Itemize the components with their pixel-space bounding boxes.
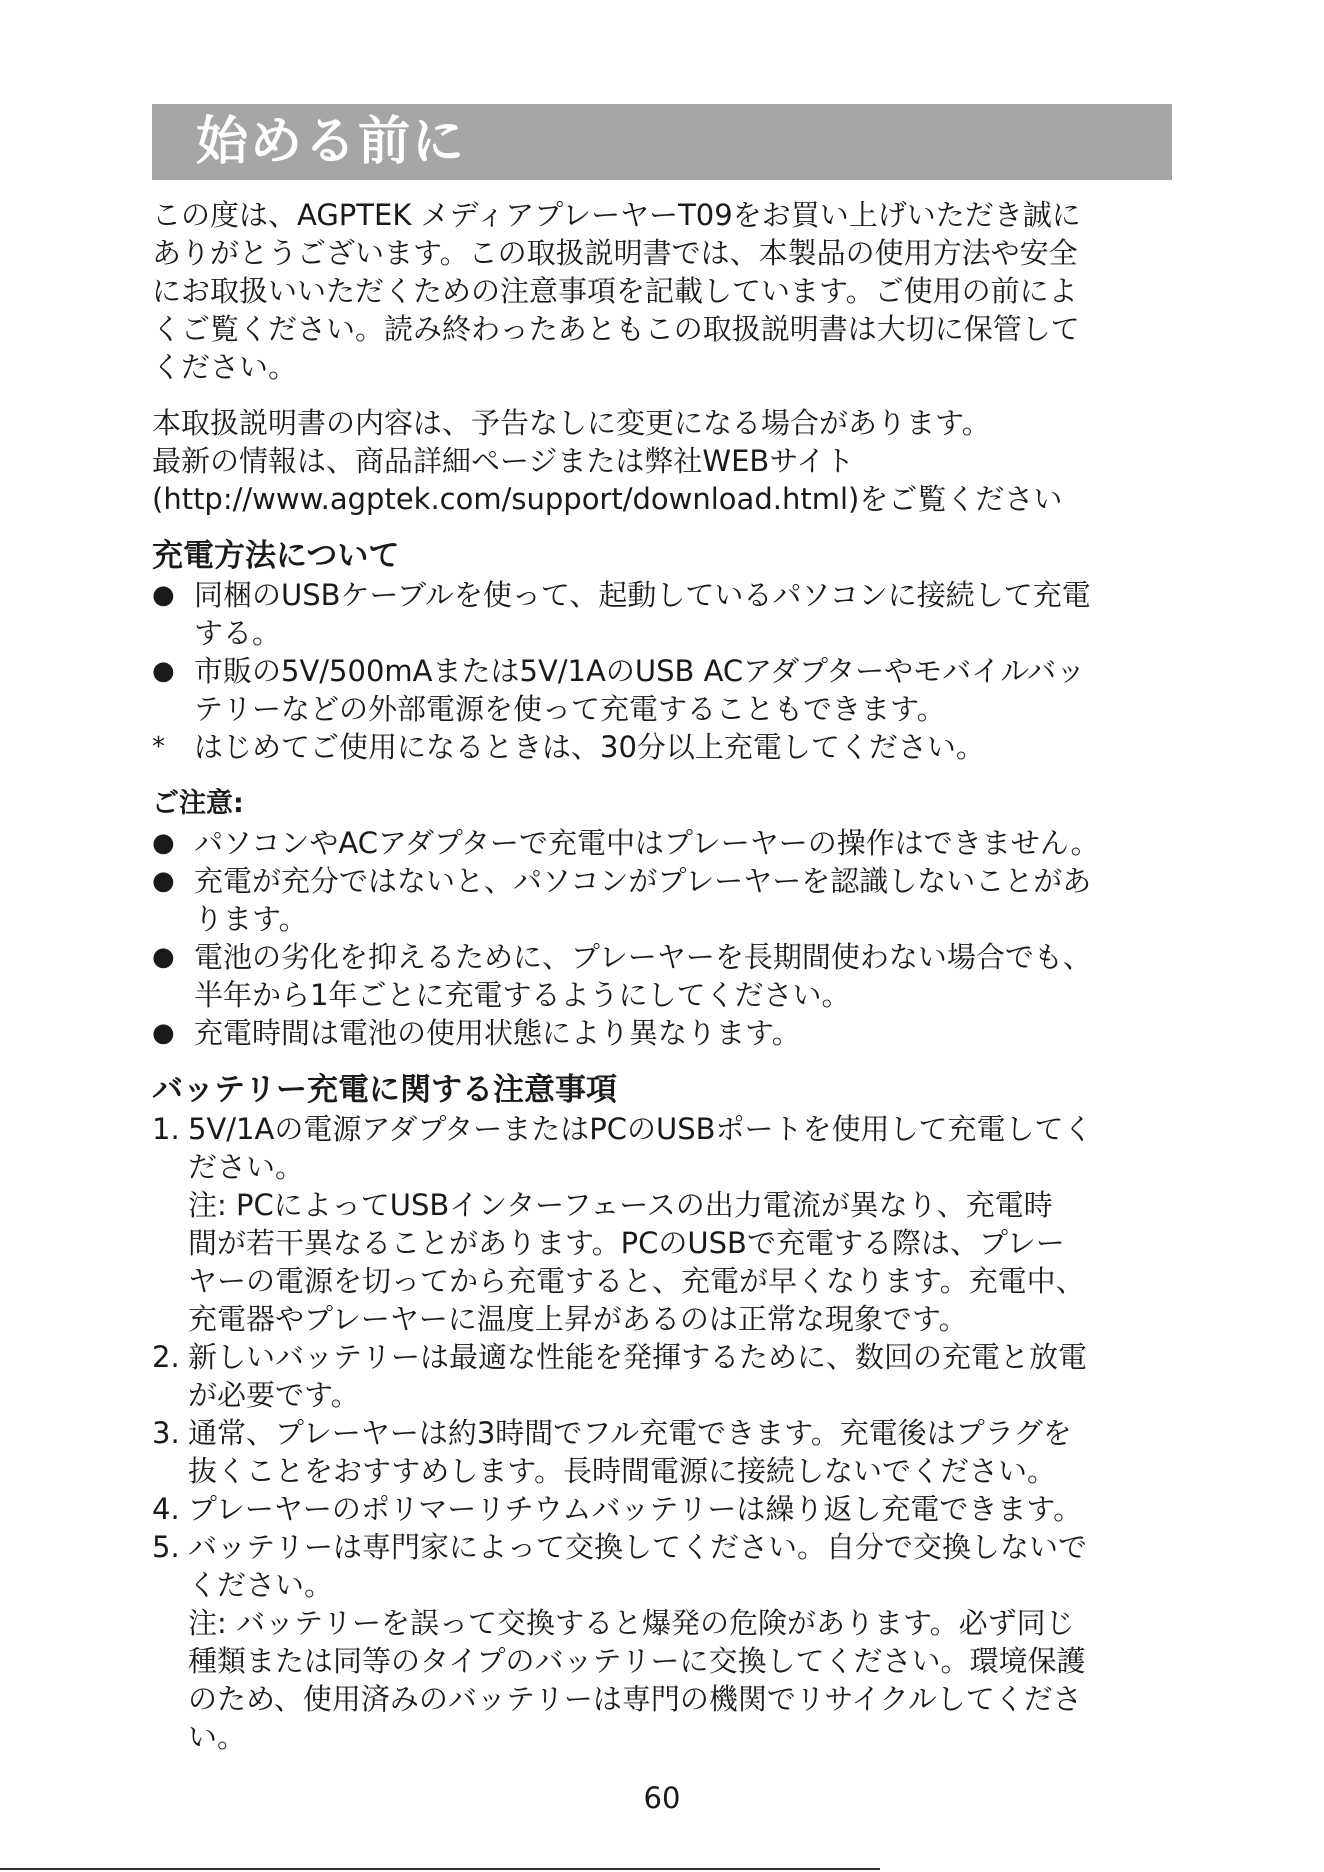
caution-heading: ご注意: xyxy=(152,788,244,819)
item-line: プレーヤーのポリマーリチウムバッテリーは繰り返し充電できます。 xyxy=(188,1492,1083,1526)
item-note xyxy=(152,1186,1172,1338)
item-number: 3. xyxy=(152,1416,180,1450)
item-line: 市販の5V/500mAまたは5V/1AのUSB ACアダプターやモバイルバッ xyxy=(194,654,1086,688)
item-line: 充電が充分ではないと、パソコンがプレーヤーを認識しないことがあ xyxy=(194,864,1092,898)
note-line: 充電器やプレーヤーに温度上昇があるのは正常な現象です。 xyxy=(188,1302,968,1336)
intro-line: ありがとうございます。この取扱説明書では、本製品の使用方法や安全 xyxy=(152,236,1078,270)
charging-heading: 充電方法について xyxy=(152,538,400,574)
numbered-item xyxy=(152,1110,1172,1186)
notice-line: 最新の情報は、商品詳細ページまたは弊社WEBサイト xyxy=(152,444,855,478)
item-line: ださい。 xyxy=(188,1150,305,1184)
bullet-icon: ● xyxy=(152,828,175,858)
item-line: バッテリーは専門家によって交換してください。自分で交換しないで xyxy=(188,1530,1088,1564)
intro-line: にお取扱いいただくための注意事項を記載しています。ご使用の前によ xyxy=(152,274,1078,308)
item-line: する。 xyxy=(194,616,282,650)
list-item xyxy=(152,576,1172,652)
bullet-icon: ● xyxy=(152,656,175,686)
bullet-icon: ● xyxy=(152,942,175,972)
asterisk-icon: * xyxy=(152,732,165,762)
page-number: 60 xyxy=(643,1781,681,1815)
note-line: 注: バッテリーを誤って交換すると爆発の危険があります。必ず同じ xyxy=(188,1606,1075,1640)
item-number: 1. xyxy=(152,1112,180,1146)
item-line: 5V/1Aの電源アダプターまたはPCのUSBポートを使用して充電してく xyxy=(188,1112,1093,1146)
note-line: 間が若干異なることがあります。PCのUSBで充電する際は、プレー xyxy=(188,1226,1065,1260)
list-item xyxy=(152,1014,1172,1052)
battery-heading: バッテリー充電に関する注意事項 xyxy=(152,1072,617,1108)
item-line: はじめてご使用になるときは、30分以上充電してください。 xyxy=(194,730,985,764)
intro-line: この度は、AGPTEK メディアプレーヤーT09をお買い上げいただき誠に xyxy=(152,198,1081,232)
item-line: テリーなどの外部電源を使って充電することもできます。 xyxy=(194,692,946,726)
item-line: が必要です。 xyxy=(188,1378,360,1412)
item-line: 通常、プレーヤーは約3時間でフル充電できます。充電後はプラグを xyxy=(188,1416,1072,1450)
charging-section xyxy=(152,536,1172,766)
list-item xyxy=(152,728,1172,766)
note-line: 注: PCによってUSBインターフェースの出力電流が異なり、充電時 xyxy=(188,1188,1053,1222)
footer-divider xyxy=(0,1868,880,1870)
item-line: ください。 xyxy=(188,1568,334,1602)
item-line: 同梱のUSBケーブルを使って、起動しているパソコンに接続して充電 xyxy=(194,578,1091,612)
note-line: ヤーの電源を切ってから充電すると、充電が早くなります。充電中、 xyxy=(188,1264,1085,1298)
numbered-item xyxy=(152,1338,1172,1414)
item-line: 新しいバッテリーは最適な性能を発揮するために、数回の充電と放電 xyxy=(188,1340,1088,1374)
item-line: 半年から1年ごとに充電するようにしてください。 xyxy=(194,978,851,1012)
bullet-icon: ● xyxy=(152,866,175,896)
item-note xyxy=(152,1604,1172,1756)
list-item xyxy=(152,938,1172,1014)
item-number: 2. xyxy=(152,1340,180,1374)
bullet-icon: ● xyxy=(152,580,175,610)
intro-line: ください。 xyxy=(152,350,298,384)
list-item xyxy=(152,652,1172,728)
list-item xyxy=(152,824,1172,862)
page-title: 始める前に xyxy=(196,112,467,172)
page-content xyxy=(152,104,1172,1756)
intro-line: くご覧ください。読み終わったあともこの取扱説明書は大切に保管して xyxy=(152,312,1080,346)
notice-url-line: (http://www.agptek.com/support/download.html)をご覧ください xyxy=(152,482,1063,516)
note-line: 種類または同等のタイプのバッテリーに交換してください。環境保護 xyxy=(188,1644,1086,1678)
bullet-icon: ● xyxy=(152,1018,175,1048)
notice-line: 本取扱説明書の内容は、予告なしに変更になる場合があります。 xyxy=(152,406,991,440)
notice-paragraph xyxy=(152,404,1172,518)
title-banner xyxy=(152,104,1172,180)
item-line: パソコンやACアダプターで充電中はプレーヤーの操作はできません。 xyxy=(194,826,1100,860)
item-line: ります。 xyxy=(194,902,308,936)
item-line: 抜くことをおすすめします。長時間電源に接続しないでください。 xyxy=(188,1454,1056,1488)
intro-paragraph xyxy=(152,196,1172,386)
numbered-item xyxy=(152,1490,1172,1528)
caution-section xyxy=(152,784,1172,1052)
item-line: 電池の劣化を抑えるために、プレーヤーを長期間使わない場合でも、 xyxy=(194,940,1092,974)
item-line: 充電時間は電池の使用状態により異なります。 xyxy=(194,1016,801,1050)
item-number: 4. xyxy=(152,1492,180,1526)
note-line: のため、使用済みのバッテリーは専門の機関でリサイクルしてくださ xyxy=(188,1682,1082,1716)
numbered-item xyxy=(152,1528,1172,1604)
item-number: 5. xyxy=(152,1530,180,1564)
numbered-item xyxy=(152,1414,1172,1490)
note-line: い。 xyxy=(188,1720,247,1754)
battery-section xyxy=(152,1070,1172,1756)
list-item xyxy=(152,862,1172,938)
